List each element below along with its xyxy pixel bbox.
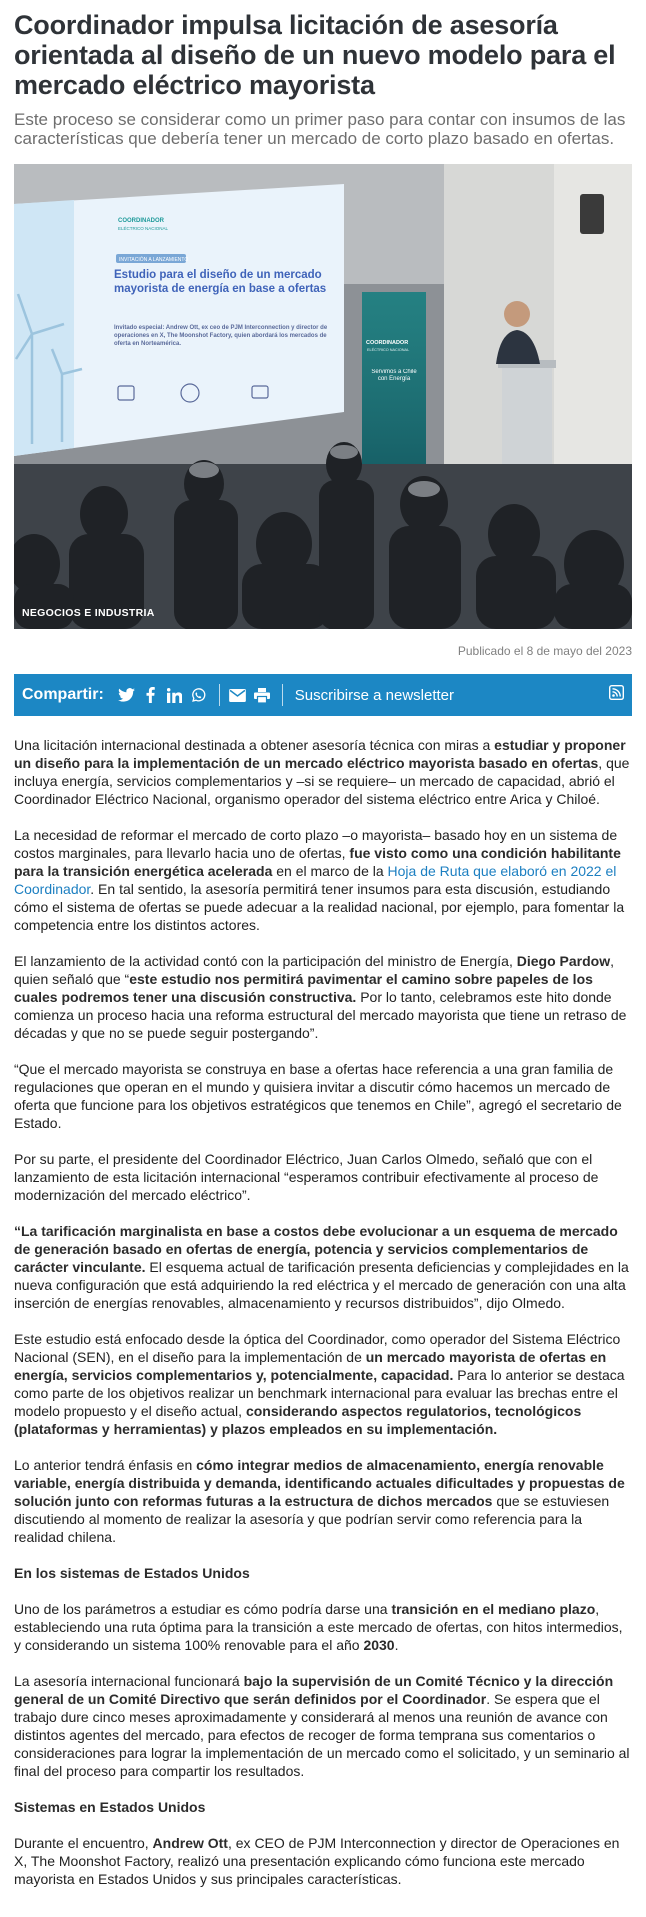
slide-badge: INVITACIÓN A LANZAMIENTO: [119, 257, 189, 263]
paragraph: Una licitación internacional destinada a obtener asesoría técnica con miras a estudiar y proponer un diseño para la implementación de un mercado eléctrico mayorista basado en ofertas, que incluya energía, servicios complementarios y –si se requiere– un mercado de capacidad, abrió el Coordinador Eléctrico Nacional, organismo operador del sistema eléctrico entre Arica y Chiloé.: [14, 737, 630, 807]
print-icon[interactable]: [253, 686, 271, 704]
article-title: Coordinador impulsa licitación de asesoría orientada al diseño de un nuevo modelo para el mercado eléctrico mayorista: [14, 10, 616, 100]
paragraph: Uno de los parámetros a estudiar es cómo podría darse una transición en el mediano plazo, estableciendo una ruta óptima para la transición a este mercado de ofertas, con hitos intermedios, y considerando un sistema 100% renovable para el año 2030.: [14, 1601, 623, 1653]
paragraph: El lanzamiento de la actividad contó con la participación del ministro de Energía, Diego Pardow, quien señaló que “este estudio nos permitirá pavimentar el camino sobre papeles de los cuales podremos tener una discusión constructiva. Por lo tanto, celebramos este hito donde comienza un proceso hacia una reforma estructural del mercado mayorista que tiene un retraso de décadas y que no se puede seguir postergando”.: [14, 953, 627, 1041]
hero-photo: [14, 164, 632, 629]
paragraph: Por su parte, el presidente del Coordinador Eléctrico, Juan Carlos Olmedo, señaló que con el lanzamiento de esta licitación internacional “esperamos contribuir efectivamente al proceso de modernización del mercado eléctrico”.: [14, 1151, 599, 1203]
slide-logo-line2: ELÉCTRICO NACIONAL: [118, 226, 169, 231]
slide-logo-line1: COORDINADOR: [118, 218, 164, 224]
paragraph: La necesidad de reformar el mercado de corto plazo –o mayorista– basado hoy en un sistema de costos marginales, para llevarlo hacia uno de ofertas, fue visto como una condición habilitante para la transición energética acelerada en el marco de la Hoja de Ruta que elaboró en 2022 el Coordinador. En tal sentido, la asesoría permitirá tener insumos para esta discusión, estudiando cómo el sistema de ofertas se puede adecuar a la realidad nacional, por ejemplo, para fomentar la competencia entre los distintos actores.: [14, 827, 625, 933]
hoja-de-ruta-link[interactable]: Hoja de Ruta que elaboró en 2022 el Coordinador: [14, 863, 617, 897]
category-tag[interactable]: NEGOCIOS E INDUSTRIA: [22, 607, 155, 619]
paragraph: Este estudio está enfocado desde la óptica del Coordinador, como operador del Sistema Eléctrico Nacional (SEN), en el diseño para la implementación de un mercado mayorista de ofertas en energía, servicios complementarios y, potencialmente, capacidad. Para lo anterior se destaca como parte de los objetivos realizar un benchmark internacional para evaluar las brechas entre el modelo propuesto y el diseño actual, considerando aspectos regulatorios, tecnológicos (plataformas y herramientas) y plazos empleados en su implementación.: [14, 1331, 625, 1437]
rss-icon[interactable]: [609, 685, 624, 705]
speaker-person: [504, 301, 530, 327]
banner-logo: COORDINADOR: [366, 340, 409, 346]
paragraph: “La tarificación marginalista en base a costos debe evolucionar a un esquema de mercado de generación basado en ofertas de energía, potencia y servicios complementarios de carácter vinculante. El esquema actual de tarificación presenta deficiencias y complejidades en la nueva configuración que está adquiriendo la red eléctrica y el mercado de generación con una alta inserción de energías renovables, almacenamiento y recursos distribuidos”, dijo Olmedo.: [14, 1223, 629, 1311]
whatsapp-icon[interactable]: [190, 686, 208, 704]
speaker-box: [580, 194, 604, 234]
article-subtitle: Este proceso se considerar como un primer paso para contar con insumos de las características que debería tener un mercado de corto plazo basado en ofertas.: [14, 110, 626, 148]
section-heading: Sistemas en Estados Unidos: [14, 1799, 206, 1815]
email-icon[interactable]: [229, 686, 247, 704]
slide-title: Estudio para el diseño de un mercado mayorista de energía en base a ofertas: [114, 269, 327, 295]
paragraph: La asesoría internacional funcionará bajo la supervisión de un Comité Técnico y la dirección general de un Comité Directivo que serán definidos por el Coordinador. Se espera que el trabajo dure cinco meses aproximadamente y considerará al menos una reunión de avance con distintos agentes del mercado, para efectos de recoger de forma temprana sus comentarios o consideraciones para lograr la implementación de un mercado como el solicitado, y un seminario al final del proceso para compartir los resultados.: [14, 1673, 630, 1779]
newsletter-link[interactable]: Suscribirse a newsletter: [294, 686, 455, 704]
banner-sub: ELÉCTRICO NACIONAL: [367, 348, 410, 352]
paragraph: “Que el mercado mayorista se construya en base a ofertas hace referencia a una gran familia de regulaciones que operan en el mundo y quisiera invitar a discutir cómo hacemos un mercado de oferta que funcione para los objetivos estratégicos que tenemos en Chile”, agregó el secretario de Estado.: [14, 1061, 622, 1131]
paragraph: Lo anterior tendrá énfasis en cómo integrar medios de almacenamiento, energía renovable variable, energía distribuida y demanda, identificando actuales dificultades y propuestas de solución junto con reformas futuras a la estructura de dichos mercados que se estuviesen discutiendo al momento de realizar la asesoría y que podrían servir como referencia para la realidad chilena.: [14, 1457, 625, 1545]
share-divider: [282, 684, 283, 706]
facebook-icon[interactable]: [142, 686, 160, 704]
publish-date: Publicado el 8 de mayo del 2023: [457, 644, 632, 658]
event-photo-illustration: [14, 164, 632, 629]
share-bar: [14, 674, 632, 716]
share-label: Compartir:: [22, 686, 104, 703]
twitter-icon[interactable]: [118, 686, 136, 704]
section-heading: En los sistemas de Estados Unidos: [14, 1565, 250, 1581]
slide-body: Invitado especial: Andrew Ott, ex ceo de PJM Interconnection y director de operaciones en X, The Moonshot Factory, quien abordará los mercados de oferta en Norteamérica.: [114, 325, 328, 347]
article-body: [14, 736, 632, 1888]
linkedin-icon[interactable]: [166, 686, 184, 704]
paragraph: Durante el encuentro, Andrew Ott, ex CEO de PJM Interconnection y director de Operaciones en X, The Moonshot Factory, realizó una presentación explicando cómo funciona este mercado mayorista en Estados Unidos y sus principales características.: [14, 1835, 620, 1887]
share-divider: [219, 684, 220, 706]
banner-slogan: Servimos a Chile con Energía: [371, 369, 417, 382]
